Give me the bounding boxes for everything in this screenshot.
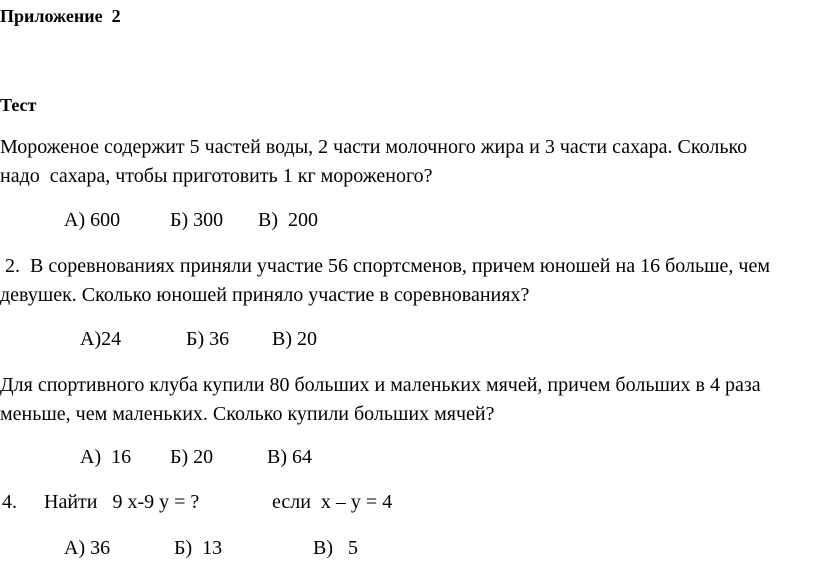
question-2-option-c: В) 20 [272,328,317,350]
question-3-option-b: Б) 20 [170,446,214,468]
question-4-option-b: Б) 13 [174,537,223,559]
question-1-option-b: Б) 300 [170,209,224,231]
question-3-option-c: В) 64 [267,446,312,468]
question-1-line-1: Мороженое содержит 5 частей воды, 2 части молочного жира и 3 части сахара. Сколько [0,136,748,158]
question-2-line-2: девушек. Сколько юношей приняло участие в соревнованиях? [0,284,530,306]
appendix-title: Приложение 2 [0,6,121,26]
question-4-text: Найти 9 х-9 у = ? [44,491,200,513]
question-1-option-a: А) 600 [64,209,121,231]
question-2-option-b: Б) 36 [186,328,230,350]
question-3-option-a: А) 16 [80,446,132,468]
question-4-option-a: А) 36 [64,537,111,559]
question-3-line-2: меньше, чем маленьких. Сколько купили больших мячей? [0,403,495,425]
question-4-number: 4. [2,491,17,513]
question-2-option-a: А)24 [80,328,122,350]
question-2-line-1: 2. В соревнованиях приняли участие 56 спортсменов, причем юношей на 16 больше, чем [0,255,770,277]
question-4-option-c: В) 5 [313,537,358,559]
question-1-line-2: надо сахара, чтобы приготовить 1 кг мороженого? [0,165,433,187]
question-4-condition: если х – у = 4 [272,491,393,513]
question-3-line-1: Для спортивного клуба купили 80 больших и маленьких мячей, причем больших в 4 раза [0,374,761,396]
test-title: Тест [0,95,37,115]
question-1-option-c: В) 200 [258,209,318,231]
